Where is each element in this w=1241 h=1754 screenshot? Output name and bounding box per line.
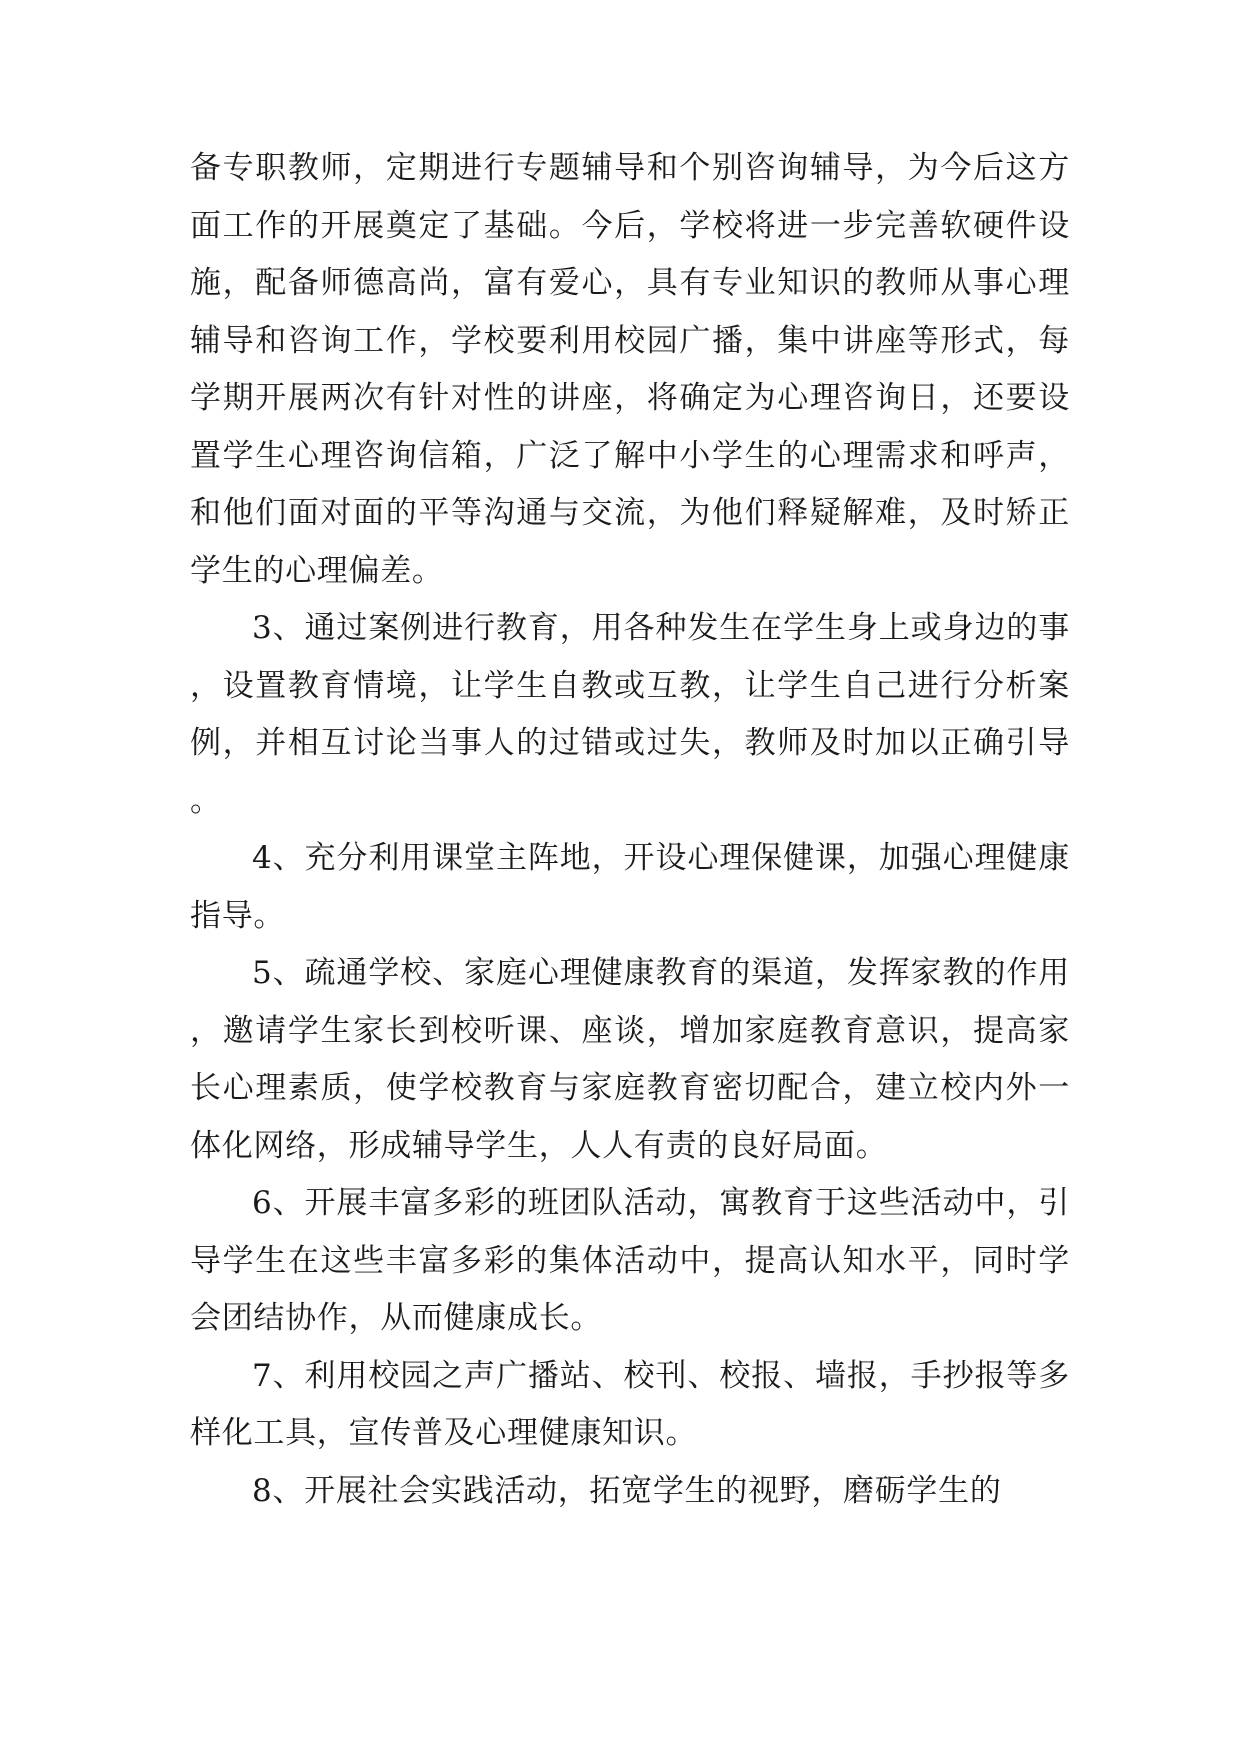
paragraph-item-3: 3、通过案例进行教育，用各种发生在学生身上或身边的事，设置教育情境，让学生自教或互教，让学生自己进行分析案例，并相互讨论当事人的过错或过失，教师及时加以正确引导。 (190, 610, 1070, 819)
paragraph-item-6: 6、开展丰富多彩的班团队活动，寓教育于这些活动中，引导学生在这些丰富多彩的集体活动中，提高认知水平，同时学会团结协作，从而健康成长。 (190, 1185, 1070, 1336)
paragraph-item-8: 8、开展社会实践活动，拓宽学生的视野，磨砺学生的 (252, 1472, 1002, 1509)
document-page (190, 140, 1070, 1520)
paragraph-item-5: 5、疏通学校、家庭心理健康教育的渠道，发挥家教的作用，邀请学生家长到校听课、座谈，增加家庭教育意识，提高家长心理素质，使学校教育与家庭教育密切配合，建立校内外一体化网络，形成辅导学生，人人有责的良好局面。 (190, 955, 1070, 1164)
paragraph-continuation: 备专职教师，定期进行专题辅导和个别咨询辅导，为今后这方面工作的开展奠定了基础。今后，学校将进一步完善软硬件设施，配备师德高尚，富有爱心，具有专业知识的教师从事心理辅导和咨询工作，学校要利用校园广播，集中讲座等形式，每学期开展两次有针对性的讲座，将确定为心理咨询日，还要设置学生心理咨询信箱，广泛了解中小学生的心理需求和呼声，和他们面对面的平等沟通与交流，为他们释疑解难，及时矫正学生的心理偏差。 (190, 150, 1070, 589)
paragraph-item-7: 7、利用校园之声广播站、校刊、校报、墙报，手抄报等多样化工具，宣传普及心理健康知识。 (190, 1357, 1070, 1451)
paragraph-item-4: 4、充分利用课堂主阵地，开设心理保健课，加强心理健康指导。 (190, 840, 1070, 934)
